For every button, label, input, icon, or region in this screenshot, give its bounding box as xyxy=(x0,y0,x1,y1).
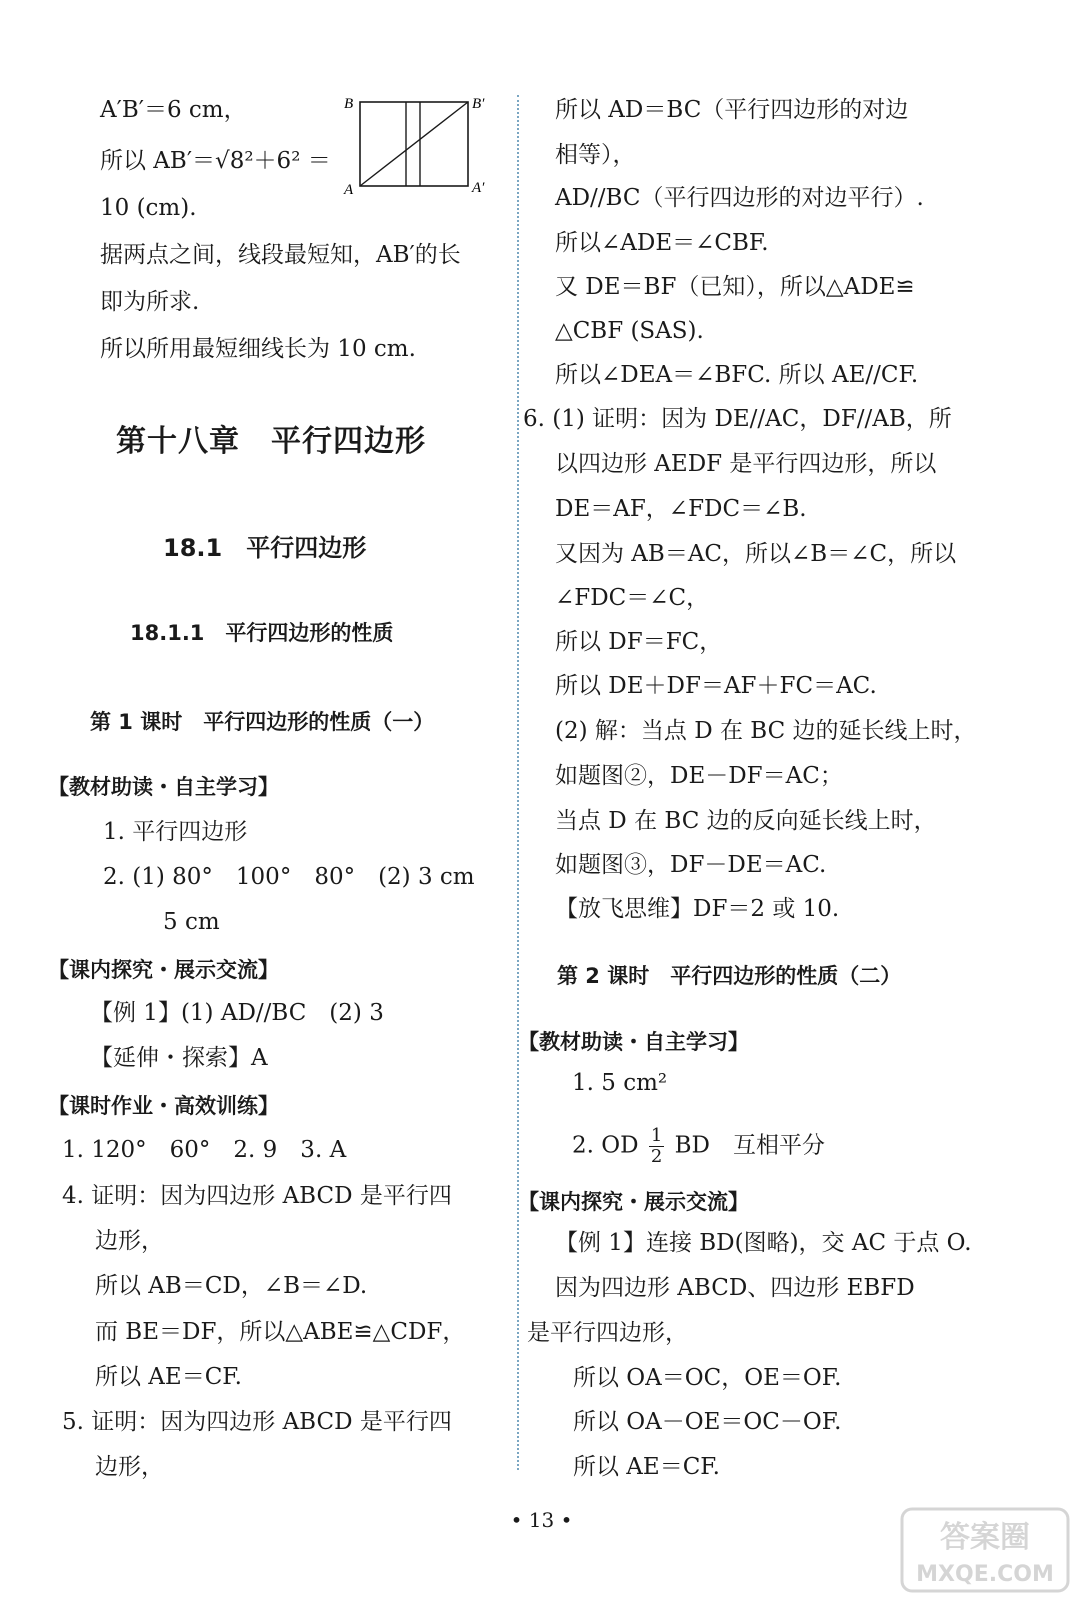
text-line: 所以 AB＝CD，∠B＝∠D. xyxy=(95,1273,368,1299)
text-line: 如题图③，DF－DE＝AC. xyxy=(555,852,827,878)
column-divider xyxy=(517,95,519,1470)
chapter-title: 第十八章 平行四边形 xyxy=(116,424,426,459)
text-line: 因为四边形 ABCD、四边形 EBFD xyxy=(555,1275,915,1301)
svg-text:答案圈: 答案圈 xyxy=(940,1520,1030,1555)
text-line: 相等）， xyxy=(555,142,636,168)
text-line: 边形， xyxy=(95,1454,164,1480)
block-heading: 【教材助读・自主学习】 xyxy=(48,775,279,799)
text-line: 6. (1) 证明：因为 DE//AC，DF//AB，所 xyxy=(523,406,952,432)
text-segment: 2. OD xyxy=(572,1132,639,1159)
section-title: 18.1 平行四边形 xyxy=(163,534,367,562)
text-line: 2. (1) 80° 100° 80° (2) 3 cm xyxy=(103,864,475,890)
text-line: 即为所求. xyxy=(100,289,200,315)
fraction-numerator: 1 xyxy=(650,1125,663,1146)
text-segment: BD 互相平分 xyxy=(674,1132,825,1159)
fraction xyxy=(649,1126,664,1167)
text-line: ∠FDC＝∠C， xyxy=(555,585,710,611)
text-line: (2) 解：当点 D 在 BC 边的延长线上时， xyxy=(555,718,977,744)
text-line: 所以∠ADE＝∠CBF. xyxy=(555,230,769,256)
text-line: 所以 AE＝CF. xyxy=(573,1454,720,1480)
text-line: 当点 D 在 BC 边的反向延长线上时， xyxy=(555,808,937,834)
text-line: 所以 OA－OE＝OC－OF. xyxy=(573,1409,842,1435)
text-line: 所以 DF＝FC， xyxy=(555,629,723,655)
lesson-title: 第 2 课时 平行四边形的性质（二） xyxy=(557,964,902,988)
text-line: 又 DE＝BF（已知），所以△ADE≌ xyxy=(555,274,915,300)
subsection-title: 18.1.1 平行四边形的性质 xyxy=(130,621,394,645)
text-line: 所以 AD＝BC（平行四边形的对边 xyxy=(555,97,909,123)
text-line: △CBF (SAS). xyxy=(555,318,704,344)
text-line: 是平行四边形， xyxy=(527,1320,688,1346)
figure-label-a: A xyxy=(344,182,354,198)
text-line: 【放飞思维】DF＝2 或 10. xyxy=(555,896,840,922)
fraction-denominator: 2 xyxy=(650,1146,663,1167)
text-line: 5. 证明：因为四边形 ABCD 是平行四 xyxy=(62,1409,452,1435)
text-line: 所以 AB′＝√8²＋6² ＝ xyxy=(100,148,331,174)
block-heading: 【教材助读・自主学习】 xyxy=(518,1030,749,1054)
text-line: 边形， xyxy=(95,1228,164,1254)
text-line: 4. 证明：因为四边形 ABCD 是平行四 xyxy=(62,1183,452,1209)
text-line: 1. 平行四边形 xyxy=(103,819,248,845)
text-line: 如题图②，DE－DF＝AC； xyxy=(555,763,843,789)
text-line: 5 cm xyxy=(163,909,220,935)
lesson-title: 第 1 课时 平行四边形的性质（一） xyxy=(90,710,435,734)
text-line: 所以所用最短细线长为 10 cm. xyxy=(100,336,416,362)
text-line: 所以 DE＋DF＝AF＋FC＝AC. xyxy=(555,673,877,699)
text-line: 1. 120° 60° 2. 9 3. A xyxy=(62,1137,347,1163)
block-heading: 【课内探究・展示交流】 xyxy=(518,1190,749,1214)
frac-line xyxy=(572,1126,825,1167)
text-line: DE＝AF，∠FDC＝∠B. xyxy=(555,496,807,522)
text-line: 据两点之间，线段最短知，AB′的长 xyxy=(100,242,461,268)
text-line: 所以 AE＝CF. xyxy=(95,1364,242,1390)
block-heading: 【课内探究・展示交流】 xyxy=(48,958,279,982)
figure-diagonal xyxy=(360,102,468,186)
text-line: 1. 5 cm² xyxy=(572,1070,668,1096)
svg-text:MXQE.COM: MXQE.COM xyxy=(916,1562,1054,1587)
figure-label-bp: B′ xyxy=(472,96,485,112)
text-line: 而 BE＝DF，所以△ABE≌△CDF， xyxy=(95,1319,466,1345)
block-heading: 【课时作业・高效训练】 xyxy=(48,1094,279,1118)
text-line: AD//BC（平行四边形的对边平行）. xyxy=(555,185,924,211)
page-number: • 13 • xyxy=(510,1508,573,1532)
text-line: 【例 1】(1) AD//BC (2) 3 xyxy=(90,1000,384,1026)
text-line: 【延伸・探索】A xyxy=(90,1045,268,1071)
text-line: A′B′＝6 cm， xyxy=(100,97,247,123)
text-line: 所以 OA＝OC，OE＝OF. xyxy=(573,1365,842,1391)
text-line: 10 (cm). xyxy=(100,195,197,221)
text-line: 所以∠DEA＝∠BFC. 所以 AE//CF. xyxy=(555,362,919,388)
text-line: 【例 1】连接 BD(图略)，交 AC 于点 O. xyxy=(555,1230,972,1256)
watermark-logo xyxy=(900,1505,1070,1595)
geometry-figure xyxy=(338,92,498,202)
text-line: 以四边形 AEDF 是平行四边形，所以 xyxy=(555,451,937,477)
figure-label-b: B xyxy=(344,96,354,112)
figure-label-ap: A′ xyxy=(472,180,485,196)
text-line: 又因为 AB＝AC，所以∠B＝∠C，所以 xyxy=(555,541,957,567)
